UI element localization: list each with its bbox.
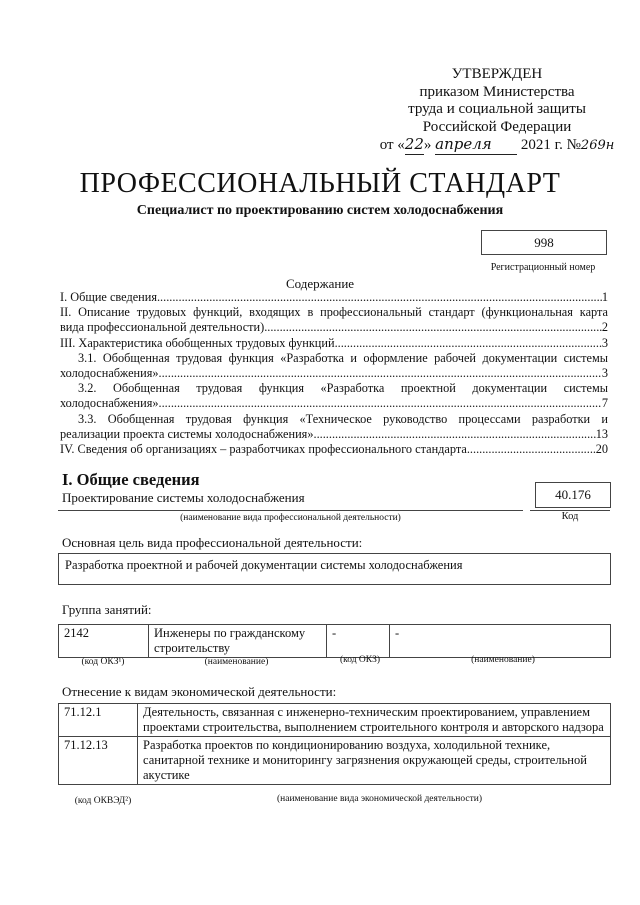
goal-label: Основная цель вида профессиональной деятельности:: [62, 535, 363, 550]
toc-entry-ii-line1[interactable]: II. Описание трудовых функций, входящих в профессиональный стандарт (функциональная карта: [60, 305, 608, 320]
table-row: [59, 625, 611, 658]
occupation-group-label: Группа занятий:: [62, 602, 152, 617]
okved-code-caption: (код ОКВЭД²): [74, 796, 132, 806]
okz-code-1: 2142: [59, 625, 149, 658]
toc-entry-i[interactable]: I. Общие сведения ..... 1: [60, 290, 608, 305]
okz-code-caption-2: (код ОКЗ): [339, 655, 381, 665]
okved-name-caption: (наименование вида экономической деятельности): [277, 794, 482, 804]
table-of-contents: [60, 290, 608, 457]
activity-name: Проектирование системы холодоснабжения: [62, 490, 305, 505]
goal-text: Разработка проектной и рабочей документации системы холодоснабжения: [58, 553, 611, 585]
code-label: Код: [561, 511, 579, 522]
approval-order-line: приказом Министерства: [419, 83, 575, 100]
section-heading: I. Общие сведения: [62, 470, 200, 489]
economic-activity-table: [58, 703, 611, 785]
approval-title: УТВЕРЖДЕН: [451, 66, 543, 82]
toc-entry-ii-line2[interactable]: вида профессиональной деятельности) ..... 2: [60, 320, 608, 335]
approval-day: 22: [404, 135, 424, 153]
document-subtitle: Специалист по проектированию систем холодоснабжения: [136, 203, 504, 218]
registration-number: 998: [481, 230, 607, 255]
okved-name: Разработка проектов по кондиционированию воздуха, холодильной технике, санитарной технике и мониторингу загрязнения окружающей среды, строительной акустике: [138, 737, 611, 785]
document-title: ПРОФЕССИОНАЛЬНЫЙ СТАНДАРТ: [79, 168, 561, 199]
okz-name-1: Инженеры по гражданскому строительству: [149, 625, 327, 658]
table-row: [59, 704, 611, 737]
occupation-group-table: [58, 624, 611, 658]
toc-entry-3-2-line1[interactable]: 3.2. Обобщенная трудовая функция «Разработка проектной документации системы: [78, 381, 608, 396]
toc-heading: Содержание: [285, 276, 355, 291]
activity-code: 40.176: [535, 482, 611, 508]
toc-entry-iv[interactable]: IV. Сведения об организациях – разработчиках профессионального стандарта ..... 20: [60, 442, 608, 457]
okz-name-caption-2: (наименование): [471, 655, 535, 665]
okz-code-caption-1: (код ОКЗ¹): [81, 657, 125, 667]
okved-code: 71.12.1: [59, 704, 138, 737]
registration-label: Регистрационный номер: [490, 262, 596, 273]
approval-country-line: Российской Федерации: [422, 118, 572, 135]
activity-underline: [58, 510, 523, 511]
okz-code-2: -: [327, 625, 390, 658]
approval-date-line: от «22» апреля 2021 г. №269н: [379, 135, 615, 153]
table-row: [59, 737, 611, 785]
approval-block: [372, 66, 622, 155]
okved-name: Деятельность, связанная с инженерно-техническим проектированием, управлением проектами строительства, выполнением строительного контроля и авторского надзора: [138, 704, 611, 737]
okz-name-caption-1: (наименование): [204, 657, 269, 667]
toc-entry-3-2-line2[interactable]: холодоснабжения» ..... 7: [60, 396, 608, 411]
economic-activity-label: Отнесение к видам экономической деятельности:: [62, 684, 337, 699]
approval-year: 2021 г. №: [520, 137, 581, 153]
toc-entry-3-1-line1[interactable]: 3.1. Обобщенная трудовая функция «Разработка и оформление рабочей документации системы: [78, 350, 608, 365]
toc-entry-3-1-line2[interactable]: холодоснабжения» ..... 3: [60, 366, 608, 381]
okved-code: 71.12.13: [59, 737, 138, 785]
toc-entry-3-3-line1[interactable]: 3.3. Обобщенная трудовая функция «Техническое руководство процессами разработки и: [78, 411, 608, 426]
okz-name-2: -: [390, 625, 611, 658]
approval-number: 269н: [580, 138, 615, 153]
toc-entry-3-3-line2[interactable]: реализации проекта системы холодоснабжения» ..... 13: [60, 427, 608, 442]
approval-ministry-line: труда и социальной защиты: [408, 101, 586, 117]
toc-entry-iii[interactable]: III. Характеристика обобщенных трудовых функций ..... 3: [60, 336, 608, 351]
activity-caption: (наименование вида профессиональной деятельности): [180, 513, 401, 523]
approval-month: апреля: [435, 136, 517, 155]
